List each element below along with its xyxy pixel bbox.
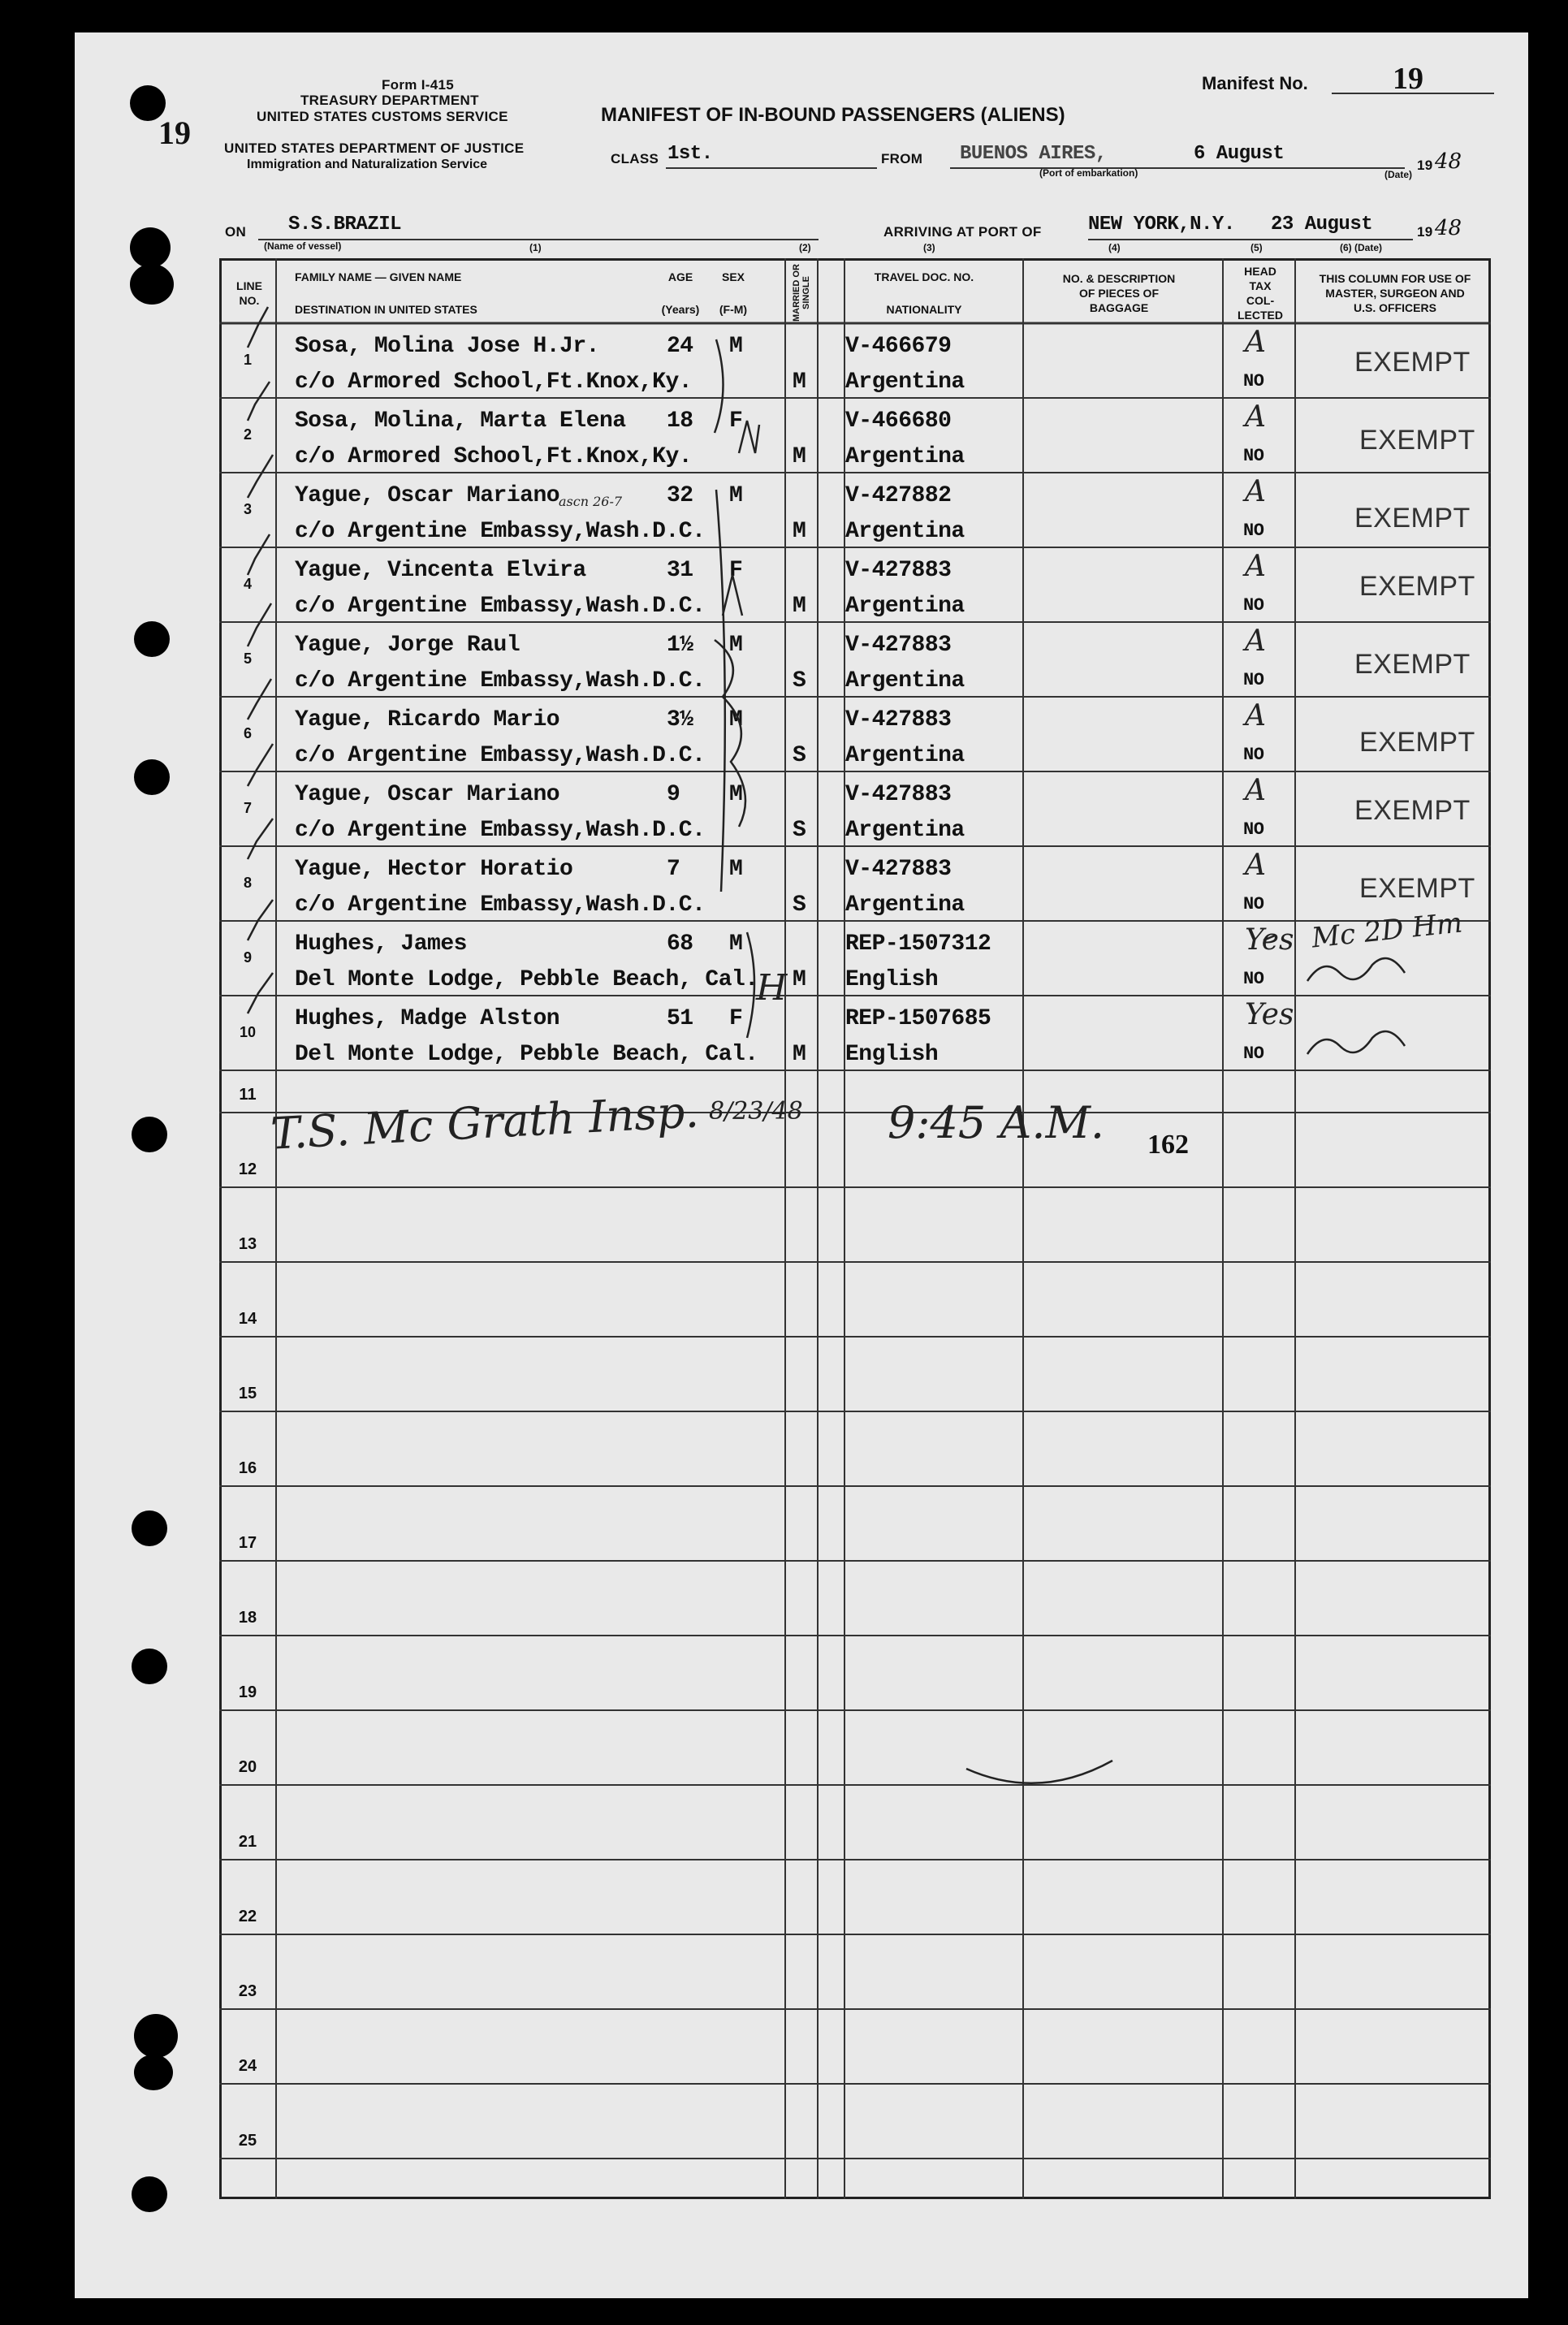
passenger-marital: M: [793, 1042, 806, 1067]
hughes-bracket-mark: H: [756, 967, 788, 1009]
head-tax-value: NO: [1243, 1044, 1264, 1064]
passenger-age: 24: [667, 334, 693, 359]
col-header-line: [222, 261, 277, 326]
table-row: [222, 624, 1493, 699]
class-underline: [666, 167, 877, 169]
inspection-date: 8/23/48: [709, 1097, 803, 1126]
row-number: 19: [238, 1683, 257, 1701]
port-embark-caption: (Port of embarkation): [1039, 167, 1138, 179]
passenger-sex: F: [729, 408, 743, 434]
caption-5: (5): [1251, 242, 1263, 253]
passenger-name: Hughes, Madge Alston: [295, 1006, 560, 1031]
year-prefix-1: 19: [1417, 158, 1433, 173]
on-label: ON: [225, 224, 247, 240]
passenger-destination: Del Monte Lodge, Pebble Beach, Cal.: [295, 1042, 758, 1067]
manifest-label: Manifest No.: [1202, 73, 1308, 93]
col-line-label: LINE NO.: [236, 279, 262, 307]
row-number: 21: [238, 1833, 257, 1851]
year-prefix-2: 19: [1417, 224, 1433, 240]
head-tax-mark: Yes: [1245, 923, 1294, 957]
passenger-name: Yague, Hector Horatio: [295, 857, 573, 882]
officer-stamp: EXEMPT: [1359, 571, 1475, 602]
arriving-label: ARRIVING AT PORT OF: [883, 224, 1042, 240]
head-tax-value: NO: [1243, 371, 1264, 391]
head-tax-value: NO: [1243, 595, 1264, 616]
binder-hole: [134, 621, 170, 657]
head-tax-value: NO: [1243, 670, 1264, 690]
col-header-name: [295, 261, 522, 326]
passenger-name: Yague, Oscar Mariano: [295, 782, 560, 807]
table-row: [222, 475, 1493, 550]
caption-4: (4): [1108, 242, 1121, 253]
row-number: 10: [239, 1024, 257, 1040]
nationality: Argentina: [845, 818, 965, 843]
passenger-destination: c/o Argentine Embassy,Wash.D.C.: [295, 519, 706, 544]
travel-doc-number: V-427883: [845, 707, 952, 733]
officer-stamp: EXEMPT: [1359, 873, 1475, 904]
dept-treasury: TREASURY DEPARTMENT: [300, 93, 479, 108]
passenger-sex: M: [729, 633, 743, 658]
officer-stamp: EXEMPT: [1354, 347, 1471, 378]
class-value: 1st.: [667, 143, 713, 165]
class-label: CLASS: [611, 151, 659, 166]
row-number: 1: [243, 352, 252, 368]
passenger-marital: S: [793, 743, 806, 768]
passenger-name: Yague, Oscar Mariano: [295, 483, 560, 508]
travel-doc-number: V-427883: [845, 558, 952, 583]
col-nationality-label: NATIONALITY: [886, 303, 962, 316]
passenger-marital: M: [793, 519, 806, 544]
row-number: 3: [243, 501, 252, 517]
col-sex-sub: (F-M): [719, 303, 748, 316]
table-row: [222, 998, 1493, 1073]
head-tax-mark: A: [1245, 699, 1266, 733]
row-number: 5: [243, 650, 252, 667]
col-dest-label: DESTINATION IN UNITED STATES: [295, 303, 477, 316]
nationality: Argentina: [845, 892, 965, 918]
nationality: Argentina: [845, 743, 965, 768]
col-header-travel: [847, 261, 1001, 326]
passenger-destination: c/o Argentine Embassy,Wash.D.C.: [295, 892, 706, 918]
passenger-name: Sosa, Molina Jose H.Jr.: [295, 334, 599, 359]
passenger-marital: S: [793, 818, 806, 843]
table-row: [222, 326, 1493, 400]
col-header-age: [652, 261, 709, 326]
passenger-marital: M: [793, 967, 806, 992]
row-number: 12: [238, 1160, 257, 1178]
manifest-underline: [1332, 93, 1494, 94]
col-header-officers: [1298, 261, 1492, 326]
row-number: 13: [238, 1235, 257, 1253]
row-number: 17: [238, 1534, 257, 1552]
passenger-marital: S: [793, 668, 806, 694]
form-id: Form I-415: [382, 77, 454, 93]
passenger-name: Sosa, Molina, Marta Elena: [295, 408, 626, 434]
head-tax-value: NO: [1243, 521, 1264, 541]
row-number: 25: [238, 2132, 257, 2150]
passenger-sex: M: [729, 857, 743, 882]
caption-2: (2): [799, 242, 811, 253]
binder-hole: [134, 2014, 178, 2058]
nationality: Argentina: [845, 519, 965, 544]
head-tax-value: NO: [1243, 969, 1264, 989]
binder-hole: [132, 1649, 167, 1684]
page-title: MANIFEST OF IN-BOUND PASSENGERS (ALIENS): [601, 104, 1065, 126]
passenger-sex: M: [729, 707, 743, 733]
table-row: [222, 849, 1493, 923]
passenger-name: Yague, Jorge Raul: [295, 633, 521, 658]
passenger-age: 32: [667, 483, 693, 508]
caption-3: (3): [923, 242, 935, 253]
inspection-time: 9:45 A.M.: [888, 1097, 1105, 1148]
row-number: 20: [238, 1758, 257, 1776]
officer-stamp: EXEMPT: [1354, 649, 1471, 680]
from-underline: [950, 167, 1405, 169]
passenger-sex: M: [729, 334, 743, 359]
arriving-underline: [1088, 239, 1413, 240]
binder-hole: [132, 2176, 167, 2212]
head-tax-mark: A: [1245, 624, 1266, 658]
passenger-destination: c/o Argentine Embassy,Wash.D.C.: [295, 594, 706, 619]
dept-justice: UNITED STATES DEPARTMENT OF JUSTICE: [224, 140, 525, 156]
row-number: 11: [239, 1086, 257, 1104]
head-tax-value: NO: [1243, 819, 1264, 840]
col-officers-label: THIS COLUMN FOR USE OF MASTER, SURGEON AND U.S. OFFICERS: [1319, 272, 1471, 314]
passenger-destination: c/o Argentine Embassy,Wash.D.C.: [295, 668, 706, 694]
row-number: 14: [238, 1310, 257, 1328]
passenger-age: 9: [667, 782, 680, 807]
col-header-tax: [1225, 261, 1295, 326]
row-number: 9: [243, 949, 252, 966]
binder-hole: [134, 759, 170, 795]
head-tax-mark: A: [1245, 400, 1266, 434]
row-number: 7: [243, 800, 252, 816]
officer-stamp: EXEMPT: [1359, 727, 1475, 758]
passenger-name: Hughes, James: [295, 931, 467, 957]
passenger-sex: M: [729, 782, 743, 807]
from-date: 6 August: [1194, 143, 1285, 165]
col-tax-label: HEAD TAX COL-LECTED: [1238, 265, 1283, 322]
row-number: 23: [238, 1982, 257, 2000]
table-row: [222, 699, 1493, 774]
passenger-age: 3½: [667, 707, 693, 733]
nationality: Argentina: [845, 444, 965, 469]
binder-hole: [134, 2055, 173, 2090]
col-age-label: AGE: [667, 270, 693, 283]
page-count: 162: [1147, 1130, 1189, 1160]
head-tax-mark: A: [1245, 774, 1266, 807]
arriving-port: NEW YORK,N.Y.: [1088, 214, 1235, 236]
from-port: BUENOS AIRES,: [960, 143, 1107, 165]
col-header-married: [785, 261, 818, 326]
travel-doc-number: V-466680: [845, 408, 952, 434]
date-caption-1: (Date): [1384, 169, 1413, 180]
col-married-label: MARRIED OR SINGLE: [792, 264, 811, 322]
officer-stamp: EXEMPT: [1359, 425, 1475, 456]
inspector-signature: T.S. Mc Grath Insp.: [269, 1086, 700, 1160]
table-row: [222, 400, 1493, 475]
passenger-sex: F: [729, 558, 743, 583]
head-tax-mark: A: [1245, 550, 1266, 583]
head-tax-mark: A: [1245, 326, 1266, 359]
travel-doc-number: V-427883: [845, 782, 952, 807]
passenger-sex: M: [729, 931, 743, 957]
arriving-date: 23 August: [1271, 214, 1373, 236]
passenger-sex: F: [729, 1006, 743, 1031]
passenger-destination: Del Monte Lodge, Pebble Beach, Cal.: [295, 967, 758, 992]
passenger-age: 31: [667, 558, 693, 583]
table-row: [222, 923, 1493, 998]
passenger-age: 68: [667, 931, 693, 957]
passenger-age: 7: [667, 857, 680, 882]
manifest-table: [219, 258, 1491, 2199]
passenger-age: 1½: [667, 633, 693, 658]
binder-hole: [132, 1117, 167, 1152]
officer-stamp: EXEMPT: [1354, 503, 1471, 534]
head-tax-mark: A: [1245, 849, 1266, 882]
row3-note: ascn 26-7: [559, 494, 623, 509]
passenger-destination: c/o Armored School,Ft.Knox,Ky.: [295, 369, 693, 395]
travel-doc-number: V-427882: [845, 483, 952, 508]
head-tax-value: NO: [1243, 745, 1264, 765]
col-header-sex: [709, 261, 758, 326]
table-row: [222, 550, 1493, 624]
year-2: 48: [1435, 216, 1462, 240]
passenger-marital: M: [793, 444, 806, 469]
dept-immigration: Immigration and Naturalization Service: [247, 158, 488, 171]
year-1: 48: [1435, 149, 1462, 174]
passenger-sex: M: [729, 483, 743, 508]
head-tax-mark: A: [1245, 475, 1266, 508]
head-tax-mark: Yes: [1245, 998, 1294, 1031]
passenger-age: 18: [667, 408, 693, 434]
vessel-line-2: [794, 239, 819, 240]
col-travel-label: TRAVEL DOC. NO.: [874, 270, 974, 283]
row-number: 18: [238, 1609, 257, 1627]
col-baggage-label: NO. & DESCRIPTION OF PIECES OF BAGGAGE: [1062, 272, 1176, 314]
nationality: English: [845, 967, 939, 992]
manifest-number: 19: [1393, 62, 1423, 96]
passenger-marital: M: [793, 594, 806, 619]
passenger-destination: c/o Armored School,Ft.Knox,Ky.: [295, 444, 693, 469]
head-tax-value: NO: [1243, 894, 1264, 914]
nationality: English: [845, 1042, 939, 1067]
passenger-name: Yague, Ricardo Mario: [295, 707, 560, 733]
sheet-number: 19: [158, 115, 191, 151]
travel-doc-number: V-466679: [845, 334, 952, 359]
nationality: Argentina: [845, 594, 965, 619]
row-number: 16: [238, 1459, 257, 1477]
passenger-age: 51: [667, 1006, 693, 1031]
row-number: 4: [243, 576, 252, 592]
col-sex-label: SEX: [721, 270, 745, 283]
nationality: Argentina: [845, 369, 965, 395]
binder-hole: [130, 227, 171, 268]
officer-stamp: EXEMPT: [1354, 795, 1471, 826]
caption-1: (1): [529, 242, 542, 253]
row-number: 24: [238, 2057, 257, 2075]
passenger-marital: S: [793, 892, 806, 918]
passenger-marital: M: [793, 369, 806, 395]
row-number: 8: [243, 875, 252, 891]
passenger-destination: c/o Argentine Embassy,Wash.D.C.: [295, 818, 706, 843]
travel-doc-number: REP-1507312: [845, 931, 991, 957]
row-number: 15: [238, 1385, 257, 1402]
col-age-sub: (Years): [661, 303, 700, 316]
dept-customs: UNITED STATES CUSTOMS SERVICE: [257, 109, 508, 124]
nationality: Argentina: [845, 668, 965, 694]
travel-doc-number: V-427883: [845, 633, 952, 658]
vessel-caption: (Name of vessel): [264, 240, 342, 252]
row-number: 22: [238, 1908, 257, 1925]
travel-doc-number: V-427883: [845, 857, 952, 882]
officer-note: Mc 2D Hm: [1310, 906, 1464, 955]
from-label: FROM: [881, 151, 923, 166]
travel-doc-number: REP-1507685: [845, 1006, 991, 1031]
binder-hole: [132, 1510, 167, 1546]
col-name-label: FAMILY NAME — GIVEN NAME: [295, 270, 462, 283]
passenger-destination: c/o Argentine Embassy,Wash.D.C.: [295, 743, 706, 768]
head-tax-value: NO: [1243, 446, 1264, 466]
row-number: 6: [243, 725, 252, 741]
passenger-name: Yague, Vincenta Elvira: [295, 558, 586, 583]
vessel-name: S.S.BRAZIL: [288, 214, 402, 236]
row-number: 2: [243, 426, 252, 443]
col-header-baggage: [1026, 261, 1212, 326]
caption-6: (6) (Date): [1340, 242, 1383, 253]
binder-hole: [130, 264, 174, 305]
table-row: [222, 774, 1493, 849]
